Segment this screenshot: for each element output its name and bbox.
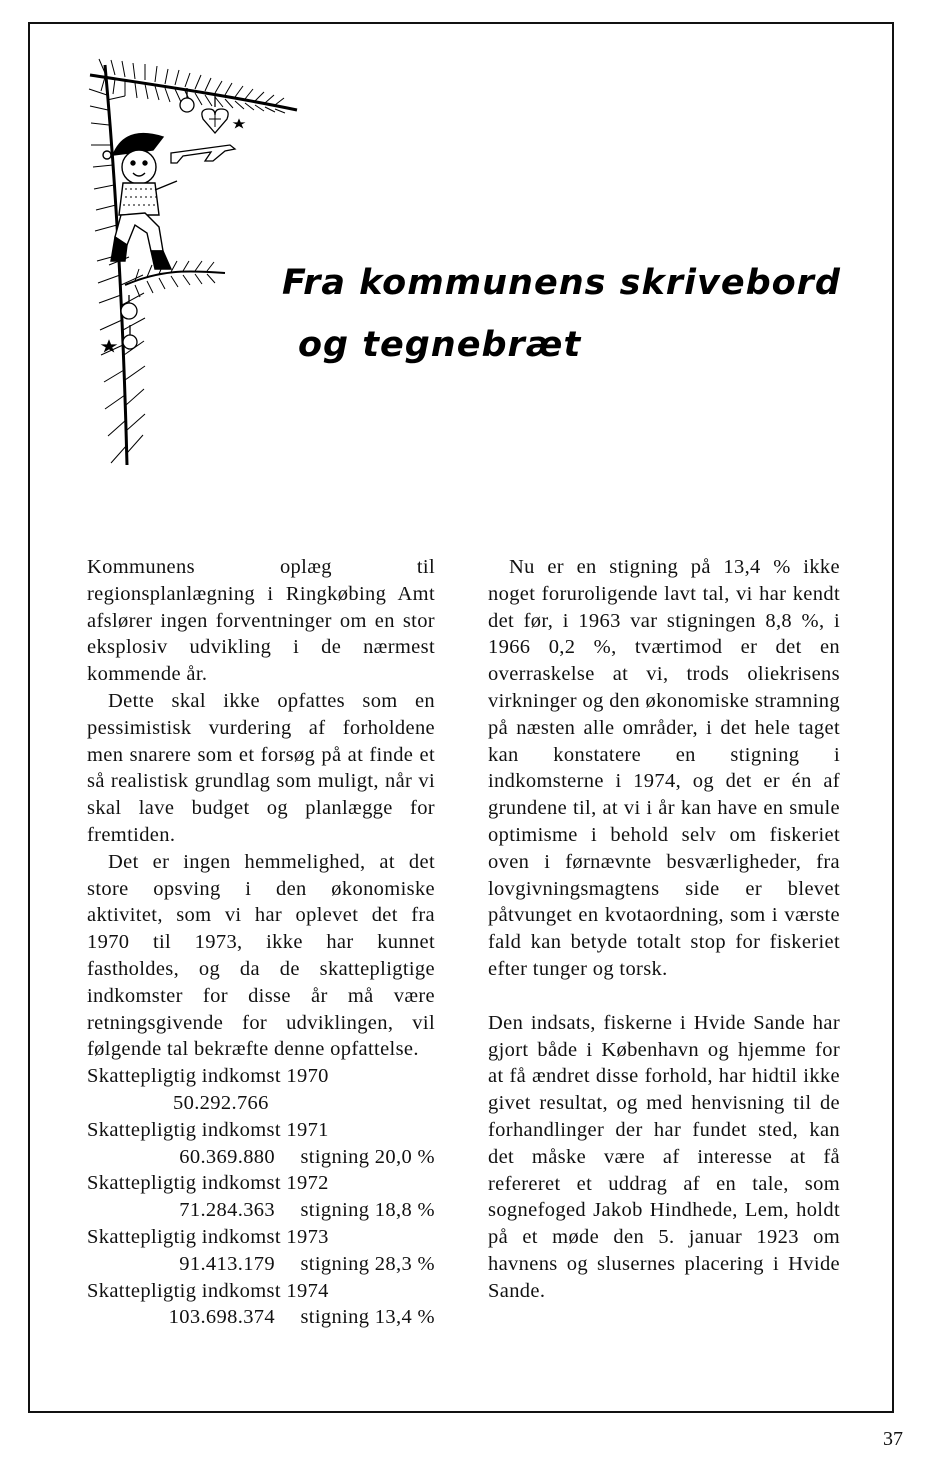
income-entry: [87, 1278, 435, 1332]
income-label: Skattepligtig indkomst 1974: [87, 1279, 329, 1302]
income-growth: stigning 20,0 %: [300, 1145, 435, 1168]
income-amount: 103.698.374: [168, 1306, 275, 1329]
paragraph: Det er ingen hemmelighed, at det store opsving i den økonomiske aktivitet, som vi har oplevet det fra 1970 til 1973, ikke har kunnet fastholdes, og da de skattepligtige indkomster for disse år må være retningsgivende for udviklingen, vil følgende tal bekræfte denne opfattelse.: [87, 850, 435, 1061]
income-label: Skattepligtig indkomst 1970: [87, 1065, 329, 1088]
christmas-pine-branch-with-elf-icon: [75, 55, 300, 470]
income-growth: stigning 13,4 %: [300, 1306, 435, 1329]
paragraph: Kommunens oplæg til regionsplanlægning i Ringkøbing Amt afslører ingen forventninger om en stor eksplosiv udvikling i de nærmest kommende år.: [87, 556, 435, 686]
title-line-2: og tegnebræt: [298, 325, 582, 365]
income-entry: [87, 1170, 435, 1224]
page-title: [282, 252, 882, 376]
paragraph: Den indsats, fiskerne i Hvide Sande har gjort både i København og hjemme for at få ændret disse forhold, har hidtil ikke givet resultat, og med henvisning til de forhandlinger der har fundet sted, kan det måske være af interesse at få refereret et uddrag af en tale, som sognefoged Jakob Hindhede, Lem, holdt på et møde den 5. januar 1923 om havnens og slusernes placering i Hvide Sande.: [488, 1011, 840, 1302]
income-amount: 50.292.766: [173, 1091, 269, 1114]
right-column: [488, 554, 840, 1305]
income-table: [87, 1063, 435, 1331]
income-label: Skattepligtig indkomst 1971: [87, 1118, 329, 1141]
left-column: [87, 554, 435, 1331]
paragraph: Nu er en stigning på 13,4 % ikke noget foruroligende lavt tal, vi har kendt det før, i 1963 var stigningen 8,8 %, i 1966 0,2 %, tværtimod er det en overraskelse at vi, trods oliekrisens virkninger og den økonomiske stramning på næsten alle områder, i det hele taget kan konstatere en stigning i indkomsterne i 1974, og det er én af grundene til, at vi i år kan have en smule optimisme i behold selv om fiskeriet oven i førnævnte besværligheder, fra lovgivningsmagtens side er blevet påtvunget en kvotaordning, som i værste fald kan betyde totalt stop for fiskeriet efter tunger og torsk.: [488, 556, 840, 980]
income-amount: 91.413.179: [179, 1252, 275, 1275]
income-entry: [87, 1224, 435, 1278]
income-label: Skattepligtig indkomst 1973: [87, 1225, 329, 1248]
title-line-1: Fra kommunens skrivebord: [282, 263, 841, 303]
page-number: 37: [883, 1428, 903, 1450]
income-amount: 60.369.880: [179, 1145, 275, 1168]
income-label: Skattepligtig indkomst 1972: [87, 1172, 329, 1195]
paragraph: Dette skal ikke opfattes som en pessimistisk vurdering af forholdene men snarere som et forsøg på at finde et så realistisk grundlag som muligt, når vi skal lave budget og planlægge for fremtiden.: [87, 689, 435, 846]
income-growth: stigning 28,3 %: [300, 1252, 435, 1275]
income-amount: 71.284.363: [179, 1199, 275, 1222]
income-growth: stigning 18,8 %: [300, 1199, 435, 1222]
income-entry: [87, 1117, 435, 1171]
income-entry: [87, 1063, 435, 1117]
